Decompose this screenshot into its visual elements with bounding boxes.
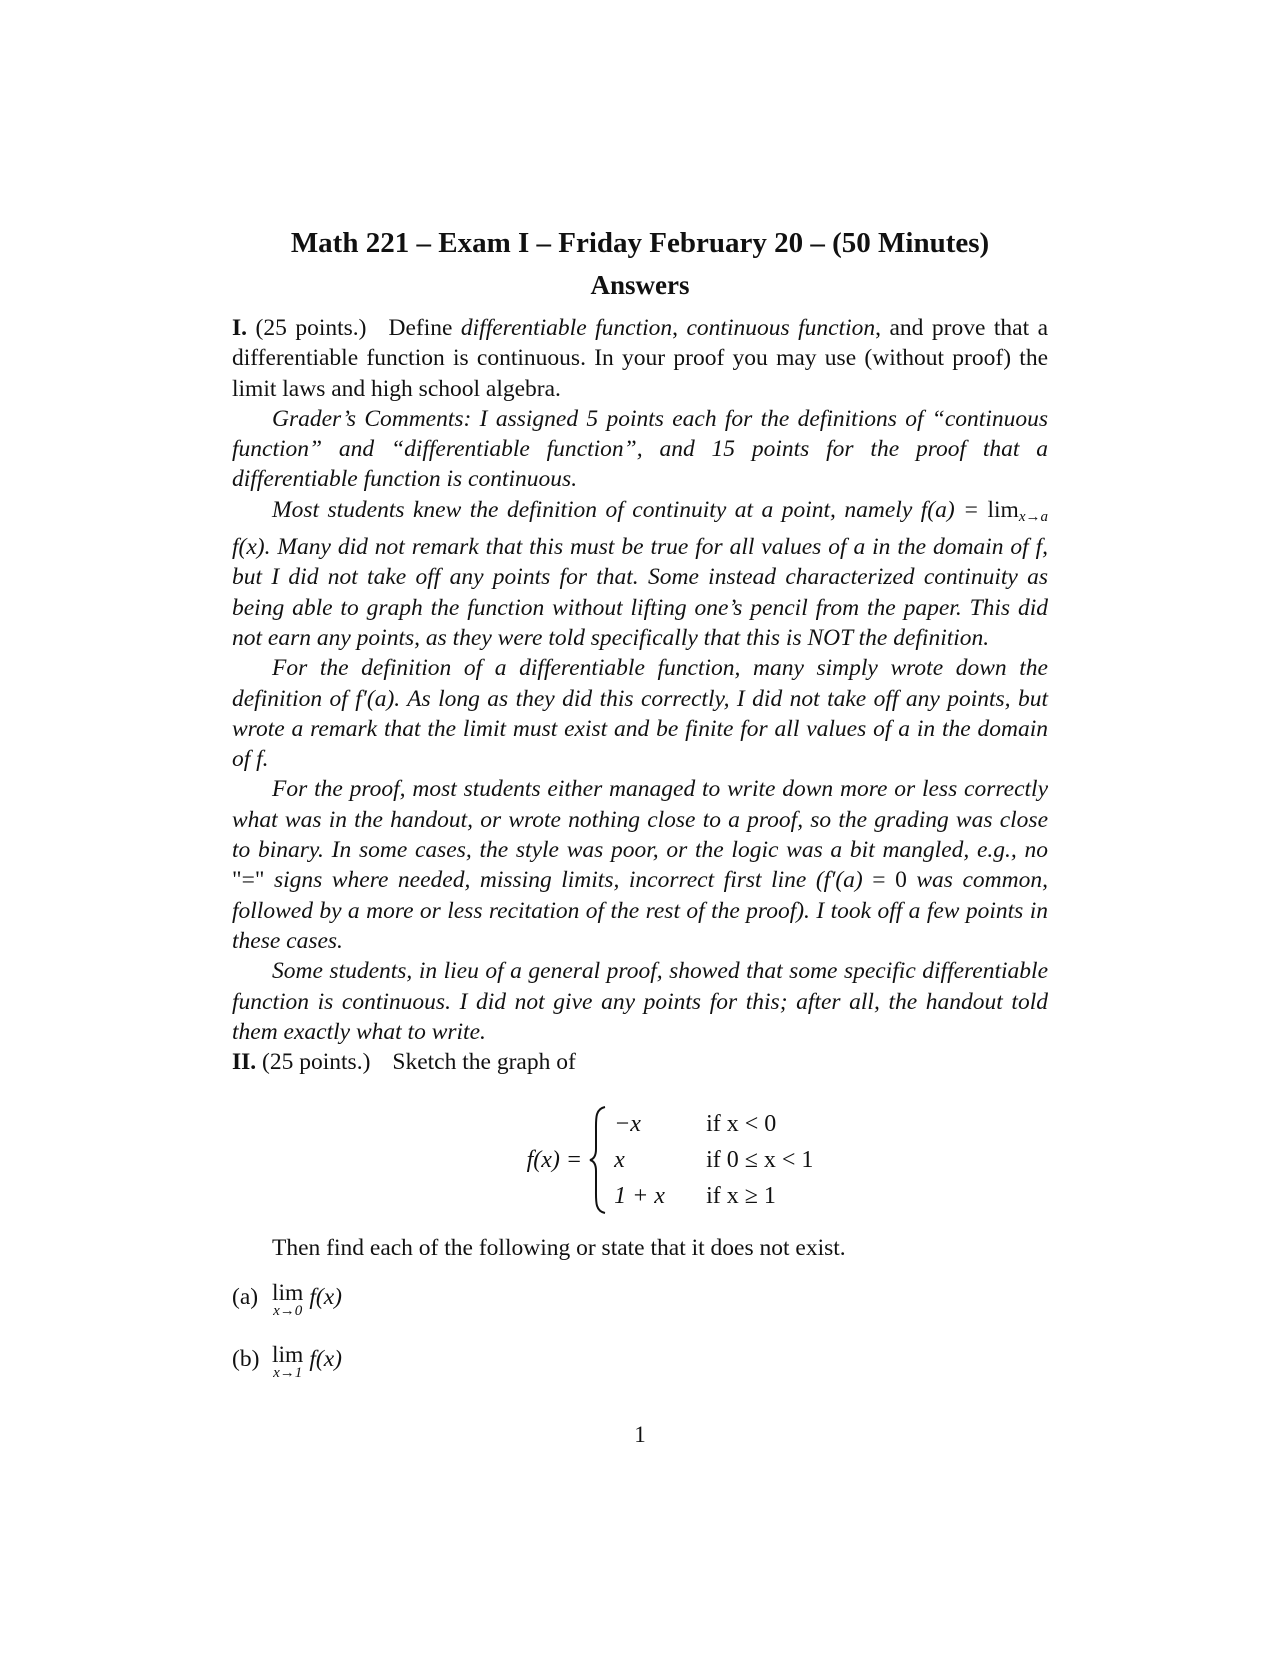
grader-comment-2-b: f(x). Many did not remark that this must be true for all values of a in the domain of f, but I did not take off any points for that. Some instead characterized continuity as being able to graph the function without lifting one’s pencil from the paper. This did not earn any points, as they were told specifically that this is NOT the definition. [232, 534, 1048, 651]
part-a [232, 1279, 1048, 1319]
limit-operator: lim [987, 496, 1019, 523]
question-1-text-b: , [672, 315, 687, 341]
question-1 [232, 313, 1048, 1047]
piecewise-function [292, 1105, 1048, 1215]
part-a-limit [272, 1279, 304, 1319]
case-3-expression: 1 + x [614, 1183, 665, 1210]
function-cases [614, 1109, 813, 1211]
question-1-number: I. [232, 315, 248, 341]
grader-comment-2-a: Most students knew the definition of continuity at a point, namely f(a) = [272, 496, 988, 523]
page-content [232, 222, 1048, 1406]
part-a-lim-subscript: x→0 [273, 1302, 303, 1319]
grader-comment-4-b: signs where needed, missing limits, incorrect first line (f′(a) [264, 867, 873, 894]
page-number: 1 [634, 1422, 646, 1447]
question-1-text-c: , and prove that a differentiable function is continuous. In your proof you may use (without proof) the limit laws and high school algebra. [232, 315, 1049, 402]
question-2-points: (25 points.) [262, 1049, 371, 1076]
case-2-expression: x [614, 1147, 625, 1174]
question-2 [232, 1047, 1048, 1380]
left-brace [588, 1105, 608, 1215]
equals-sign-quote: "=" [232, 867, 265, 894]
question-1-text-a: Define [388, 315, 461, 341]
part-b-expression: f(x) [309, 1345, 342, 1372]
grader-comment-2 [232, 495, 1048, 653]
grader-comment-1: Grader’s Comments: I assigned 5 points each for the definitions of “continuous function” and “differentiable function”, and 15 points for the proof that a differentiable function is continuous. [232, 405, 1048, 493]
question-2-text: Sketch the graph of [392, 1049, 576, 1076]
function-lhs: f(x) = [526, 1147, 583, 1174]
part-b-lim-subscript: x→1 [273, 1364, 303, 1381]
question-2-number: II. [232, 1049, 257, 1076]
case-3-condition: if x ≥ 1 [706, 1183, 776, 1210]
part-b-limit [272, 1341, 304, 1381]
case-1-condition: if x < 0 [706, 1111, 777, 1138]
grader-comment-4-c: was common, followed by a more or less recitation of the rest of the proof). I took off a few points in these cases. [232, 867, 1048, 954]
case-1-expression: −x [614, 1111, 641, 1138]
part-a-lim: lim [272, 1279, 304, 1306]
part-b-label: (b) [232, 1345, 260, 1372]
limit-subscript: x→a [1018, 508, 1048, 525]
term-continuous-function: continuous function [686, 315, 876, 341]
page-subtitle: Answers [590, 270, 690, 300]
case-2-condition: if 0 ≤ x < 1 [706, 1147, 814, 1174]
part-b-lim: lim [272, 1341, 304, 1368]
grader-comment-3: For the definition of a differentiable function, many simply wrote down the definition of f′(a). As long as they did this correctly, I did not take off any points, but wrote a remark that the limit must exist and be finite for all values of a in the domain of f. [232, 655, 1048, 773]
part-a-label: (a) [232, 1283, 259, 1310]
part-b [232, 1341, 1048, 1381]
question-2-prompt [232, 1047, 1048, 1077]
grader-comment-4 [232, 774, 1048, 956]
page-title: Math 221 – Exam I – Friday February 20 – (50 Minutes) [290, 227, 990, 259]
question-1-points: (25 points.) [255, 315, 367, 341]
equals-zero: = 0 [872, 867, 907, 894]
grader-comment-4-a: For the proof, most students either managed to write down more or less correctly what was in the handout, or wrote nothing close to a proof, so the grading was close to binary. In some cases, the style was poor, or the logic was a bit mangled, e.g., no [232, 776, 1048, 864]
question-2-instruction: Then find each of the following or state that it does not exist. [272, 1235, 846, 1262]
question-1-prompt [232, 313, 1048, 404]
grader-comment-5: Some students, in lieu of a general proof, showed that some specific differentiable function is continuous. I did not give any points for this; after all, the handout told them exactly what to write. [232, 958, 1048, 1045]
term-differentiable-function: differentiable function [460, 315, 673, 341]
part-a-expression: f(x) [309, 1283, 342, 1310]
